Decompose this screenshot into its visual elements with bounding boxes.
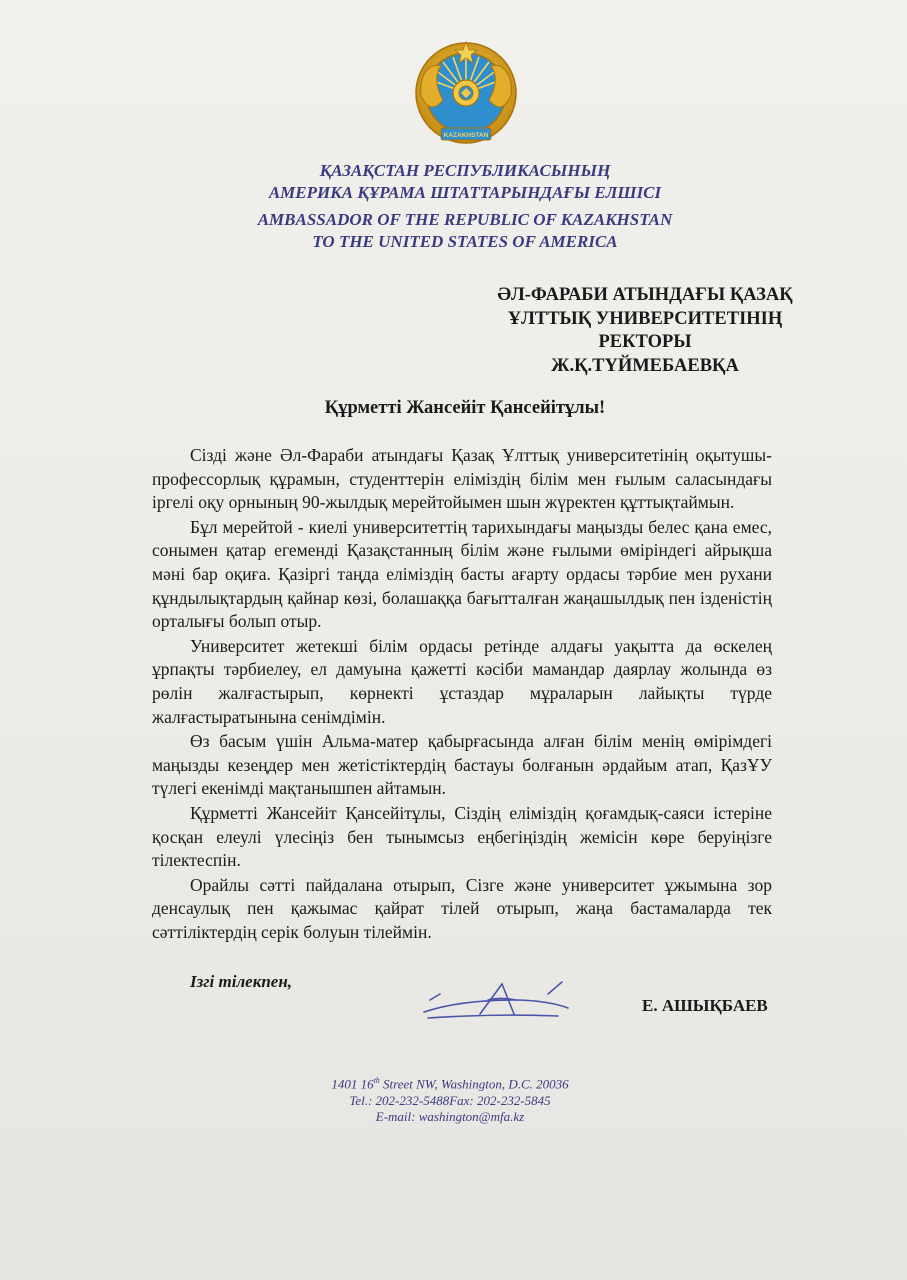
body-paragraph-6: Орайлы сәтті пайдалана отырып, Сізге және университет ұжымына зор денсаулық пен қажымас қайрат тілей отырып, жаңа бастамаларда тек сәттіліктердің серік болуын тілеймін. xyxy=(152,874,772,942)
sender-title-english xyxy=(200,209,730,253)
addressee-line2: ҰЛТТЫҚ УНИВЕРСИТЕТІНІҢ xyxy=(507,308,783,329)
footer-email[interactable]: E-mail: washington@mfa.kz xyxy=(375,1109,525,1125)
sender-title-en-line2: TO THE UNITED STATES OF AMERICA xyxy=(312,232,618,251)
sender-title-kz-line2: АМЕРИКА ҚҰРАМА ШТАТТАРЫНДАҒЫ ЕЛШІСІ xyxy=(268,183,662,202)
body-paragraph-5: Құрметті Жансейіт Қансейітұлы, Сіздің еліміздің қоғамдық-саяси істеріне қосқан елеулі үлесіңіз бен тынымсыз еңбегіңіздің жемісін көре беруіңізге тілектеспін. xyxy=(152,802,772,871)
footer-phone: Tel.: 202-232-5488Fax: 202-232-5845 xyxy=(349,1092,551,1108)
closing-phrase: Ізгі тілекпен, xyxy=(190,972,293,991)
footer-address-number: 1401 16 xyxy=(331,1076,374,1092)
kazakhstan-emblem-icon xyxy=(413,40,519,150)
body-paragraph-2: Бұл мерейтой - киелі университеттің тарихындағы маңызды белес қана емес, сонымен қатар егеменді Қазақстанның білім және ғылыми өміріндегі айрықша мәні бар оқиға. Қазіргі таңда еліміздің басты ағарту ордасы тәрбие мен рухани құндылықтардың қайнар көзі, болашаққа бағытталған жаңашылдық пен ізденістің орталығы болып отыр. xyxy=(152,516,772,632)
signature-icon xyxy=(418,978,578,1028)
body-paragraph-1: Сізді және Әл-Фараби атындағы Қазақ Ұлттық университетінің оқытушы-профессорлық құрамын, студенттерін еліміздің білім мен ғылым саласындағы іргелі оқу орнының 90-жылдық мерейтойымен шын жүректен құттықтаймын. xyxy=(152,445,772,513)
addressee-line1: ӘЛ-ФАРАБИ АТЫНДАҒЫ ҚАЗАҚ xyxy=(497,285,793,305)
embassy-contact-footer xyxy=(250,1073,650,1126)
footer-address-street: Street NW, Washington, D.C. 20036 xyxy=(379,1076,569,1092)
addressee-line3: РЕКТОРЫ xyxy=(598,332,692,352)
salutation: Құрметті Жансейіт Қансейітұлы! xyxy=(324,398,606,418)
sender-title-kz-line1: ҚАЗАҚСТАН РЕСПУБЛИКАСЫНЫҢ xyxy=(319,161,611,180)
sender-title-kazakh xyxy=(200,160,730,204)
signer-name: Е. АШЫҚБАЕВ xyxy=(642,996,768,1015)
body-paragraph-3: Университет жетекші білім ордасы ретінде алдағы уақытта да өскелең ұрпақты тәрбиелеу, ел дамуына қажетті кәсіби мамандар даярлау жолында өз рөлін жалғастырып, көрнекті ұстаздар мұраларын лайықты түрде жалғастыратынына сенімдімін. xyxy=(152,635,772,727)
footer-address xyxy=(250,1073,650,1093)
addressee-block xyxy=(470,284,820,378)
footer-address-suffix: th xyxy=(373,1076,380,1085)
sender-title-en-line1: AMBASSADOR OF THE REPUBLIC OF KAZAKHSTAN xyxy=(257,210,673,229)
emblem-ribbon-text: KAZAKHSTAN xyxy=(443,132,489,139)
letter-body xyxy=(152,444,772,945)
addressee-line4: Ж.Қ.ТҮЙМЕБАЕВҚА xyxy=(551,355,739,376)
body-paragraph-4: Өз басым үшін Альма-матер қабырғасында алған білім менің өмірімдегі маңызды кезеңдер мен жетістіктердің бастауы болғанын әрдайым атап, ҚазҰУ түлегі екенімді мақтанышпен айтамын. xyxy=(152,731,772,799)
